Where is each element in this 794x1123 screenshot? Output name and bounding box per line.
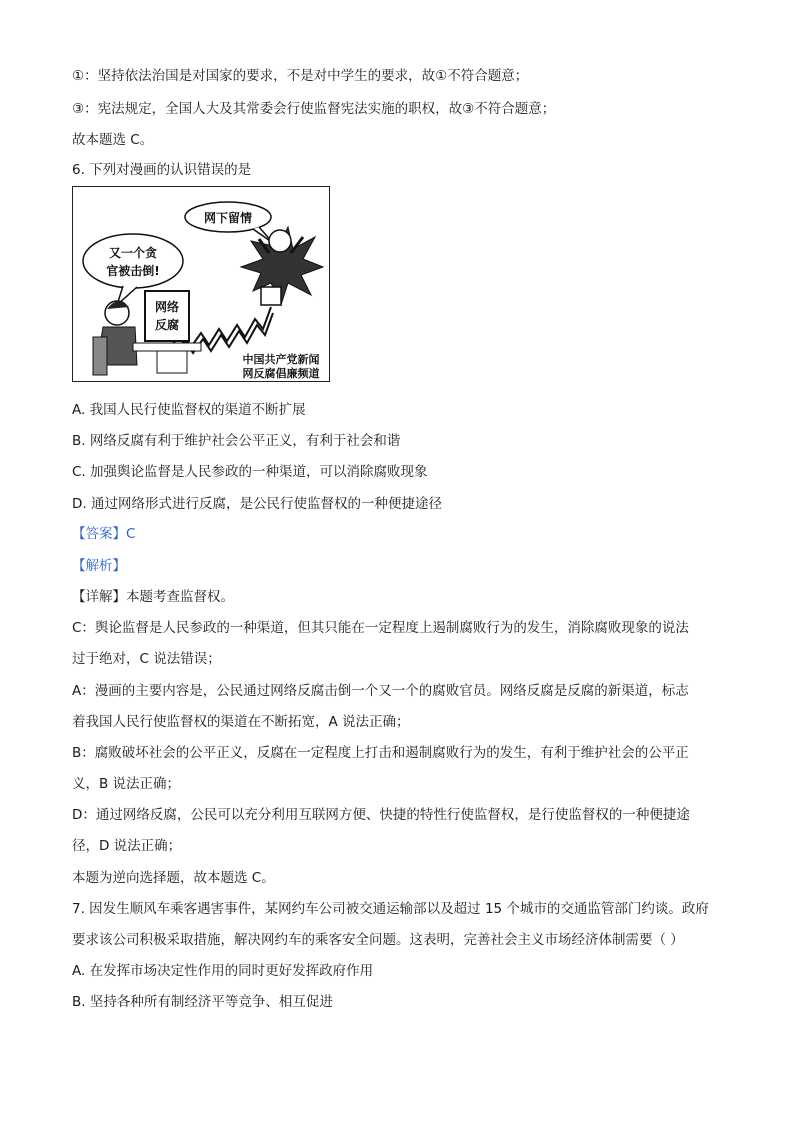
analysis-line: A：漫画的主要内容是，公民通过网络反腐击倒一个又一个的腐败官员。网络反腐是反腐的新渠道，标志 <box>72 683 689 699</box>
option-c: C. 加强舆论监督是人民参政的一种渠道，可以消除腐败现象 <box>72 464 428 480</box>
analysis-line: 过于绝对，C 说法错误； <box>72 651 221 667</box>
option-b: B. 网络反腐有利于维护社会公平正义，有利于社会和谐 <box>72 433 401 449</box>
question-7-stem-line-1: 7. 因发生顺风车乘客遇害事件，某网约车公司被交通运输部以及超过 15 个城市的交通监管部门约谈。政府 <box>72 901 709 917</box>
question-7-stem-line-2: 要求该公司积极采取措施，解决网约车的乘客安全问题。这表明，完善社会主义市场经济体制需要（ ） <box>72 932 684 948</box>
big-monitor <box>145 291 189 341</box>
monitor-text-2: 反腐 <box>154 318 180 332</box>
analysis-line: B：腐败破坏社会的公平正义，反腐在一定程度上打击和遏制腐败行为的发生，有利于维护社会的公平正 <box>72 745 689 761</box>
cartoon-drawing <box>73 187 329 381</box>
analysis-line: 着我国人民行使监督权的渠道在不断拓宽，A 说法正确； <box>72 714 410 730</box>
chair <box>93 337 107 375</box>
q7-option-b: B. 坚持各种所有制经济平等竞争、相互促进 <box>72 994 333 1010</box>
option-a: A. 我国人民行使监督权的渠道不断扩展 <box>72 402 306 418</box>
official-head <box>269 230 291 252</box>
right-bubble-text: 网下留情 <box>203 211 253 225</box>
option-d: D. 通过网络形式进行反腐，是公民行使监督权的一种便捷途径 <box>72 496 442 512</box>
prev-explanation-line-2: ③：宪法规定，全国人大及其常委会行使监督宪法实施的职权，故③不符合题意； <box>72 101 556 117</box>
analysis-line: D：通过网络反腐，公民可以充分利用互联网方便、快捷的特性行使监督权，是行使监督权的一种便捷途 <box>72 807 690 823</box>
analysis-line: 义，B 说法正确； <box>72 776 181 792</box>
analysis-line: 径，D 说法正确； <box>72 838 182 854</box>
answer-label: 【答案】C <box>72 526 136 542</box>
question-6-stem: 6. 下列对漫画的认识错误的是 <box>72 162 252 178</box>
analysis-line: C：舆论监督是人民参政的一种渠道，但其只能在一定程度上遏制腐败行为的发生，消除腐败现象的说法 <box>72 620 689 636</box>
prev-explanation-line-1: ①：坚持依法治国是对国家的要求，不是对中学生的要求，故①不符合题意； <box>72 68 529 84</box>
left-bubble-text-2: 官被击倒! <box>106 264 160 278</box>
left-speech-bubble <box>83 234 183 288</box>
desk <box>133 343 201 351</box>
cartoon-caption-2: 网反腐倡廉频道 <box>242 367 320 380</box>
small-monitor <box>261 287 281 305</box>
analysis-label: 【解析】 <box>72 558 126 574</box>
anti-corruption-cartoon <box>72 186 330 382</box>
q7-option-a: A. 在发挥市场决定性作用的同时更好发挥政府作用 <box>72 963 374 979</box>
left-bubble-text-1: 又一个贪 <box>108 246 158 260</box>
analysis-line: 本题为逆向选择题，故本题选 C。 <box>72 870 275 886</box>
detail-intro: 【详解】本题考查监督权。 <box>72 589 234 605</box>
monitor-text-1: 网络 <box>154 300 180 314</box>
cartoon-caption-1: 中国共产党新闻 <box>242 353 320 366</box>
prev-explanation-line-3: 故本题选 C。 <box>72 132 154 148</box>
